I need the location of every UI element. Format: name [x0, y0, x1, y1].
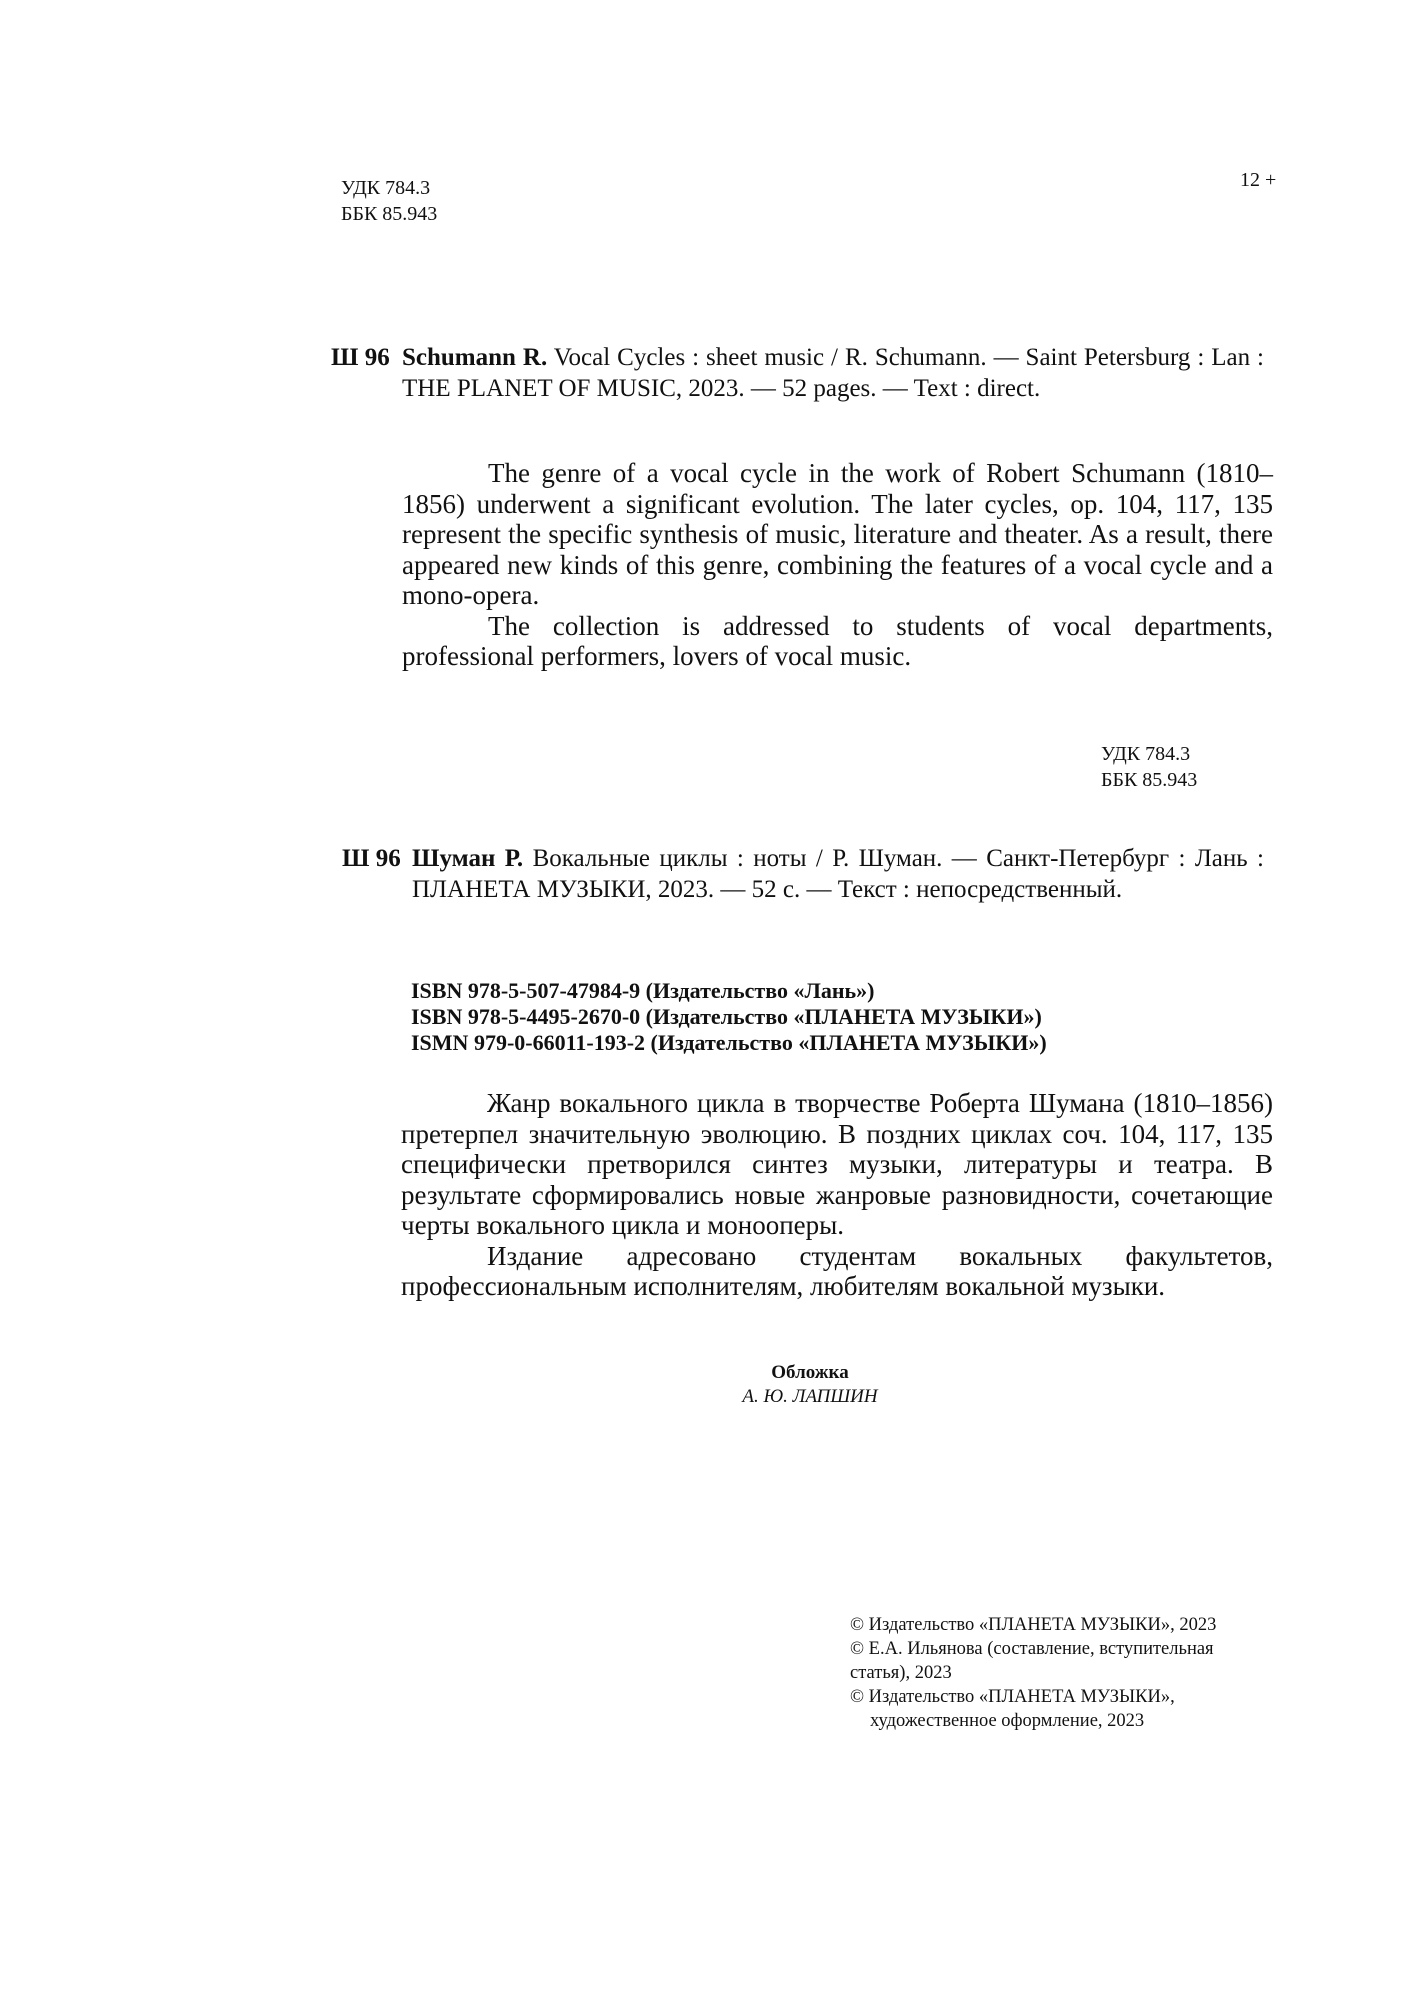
cover-label: Обложка: [771, 1362, 849, 1383]
en-record-author: Schumann R.: [402, 344, 548, 371]
ru-bbk: ББК 85.943: [1101, 769, 1198, 791]
en-paragraph-1: The genre of a vocal cycle in the work of Robert Schumann (1810–1856) underwent a significant evolution. The later cycles, op. 104, 117, 135 represent the specific synthesis of music, literature and theater. As a result, there appeared new kinds of this genre, combining the features of a vocal cycle and a mono-opera.: [402, 458, 1273, 610]
header-bbk: ББК 85.943: [341, 203, 438, 225]
ru-classification: [1101, 741, 1197, 793]
en-record-code: Ш 96: [331, 344, 390, 371]
copyright-block: [850, 1613, 1216, 1733]
ru-record-text: Вокальные циклы : ноты / Р. Шуман. — Санкт-Петербург : Лань : ПЛАНЕТА МУЗЫКИ, 2023. — 52 с. — Текст : непосредственный.: [412, 845, 1264, 903]
copyright-design: © Издательство «ПЛАНЕТА МУЗЫКИ»,: [850, 1687, 1175, 1707]
en-annotation: [402, 458, 1273, 672]
isbn-lan: ISBN 978-5-507-47984-9 (Издательство «Лань»): [411, 978, 875, 1003]
ru-paragraph-2: Издание адресовано студентам вокальных факультетов, профессиональным исполнителям, любителям вокальной музыки.: [401, 1240, 1273, 1301]
copyright-compiler: © Е.А. Ильянова (составление, вступительная: [850, 1639, 1214, 1659]
header-udk: УДК 784.3: [341, 177, 431, 199]
ru-paragraph-1: Жанр вокального цикла в творчестве Роберта Шумана (1810–1856) претерпел значительную эволюцию. В поздних циклах соч. 104, 117, 135 специфически претворился синтез музыки, литературы и театра. В результате сформировались новые жанровые разновидности, сочетающие черты вокального цикла и монооперы.: [401, 1088, 1273, 1240]
identifier-list: [411, 978, 1047, 1056]
isbn-planeta: ISBN 978-5-4495-2670-0 (Издательство «ПЛАНЕТА МУЗЫКИ»): [411, 1004, 1042, 1029]
cover-credit: [560, 1361, 1060, 1409]
header-classification: [341, 175, 437, 227]
en-record-description: [402, 342, 1264, 404]
ru-record-description: [412, 843, 1264, 905]
en-paragraph-2: The collection is addressed to students of vocal departments, professional performers, lovers of vocal music.: [402, 610, 1273, 671]
en-record-text: Vocal Cycles : sheet music / R. Schumann. — Saint Petersburg : Lan : THE PLANET OF MUSIC, 2023. — 52 pages. — Text : direct.: [402, 344, 1264, 402]
copyright-compiler-cont: статья), 2023: [850, 1663, 952, 1683]
copyright-publisher: © Издательство «ПЛАНЕТА МУЗЫКИ», 2023: [850, 1615, 1217, 1635]
ru-record-code: Ш 96: [342, 845, 401, 872]
age-rating: 12 +: [1240, 169, 1277, 191]
cover-designer: А. Ю. ЛАПШИН: [742, 1386, 878, 1407]
ru-annotation: [401, 1088, 1273, 1302]
ismn-planeta: ISMN 979-0-66011-193-2 (Издательство «ПЛАНЕТА МУЗЫКИ»): [411, 1030, 1047, 1055]
ru-record-author: Шуман Р.: [412, 845, 524, 872]
ru-udk: УДК 784.3: [1101, 743, 1191, 765]
copyright-design-cont: художественное оформление, 2023: [870, 1711, 1145, 1731]
